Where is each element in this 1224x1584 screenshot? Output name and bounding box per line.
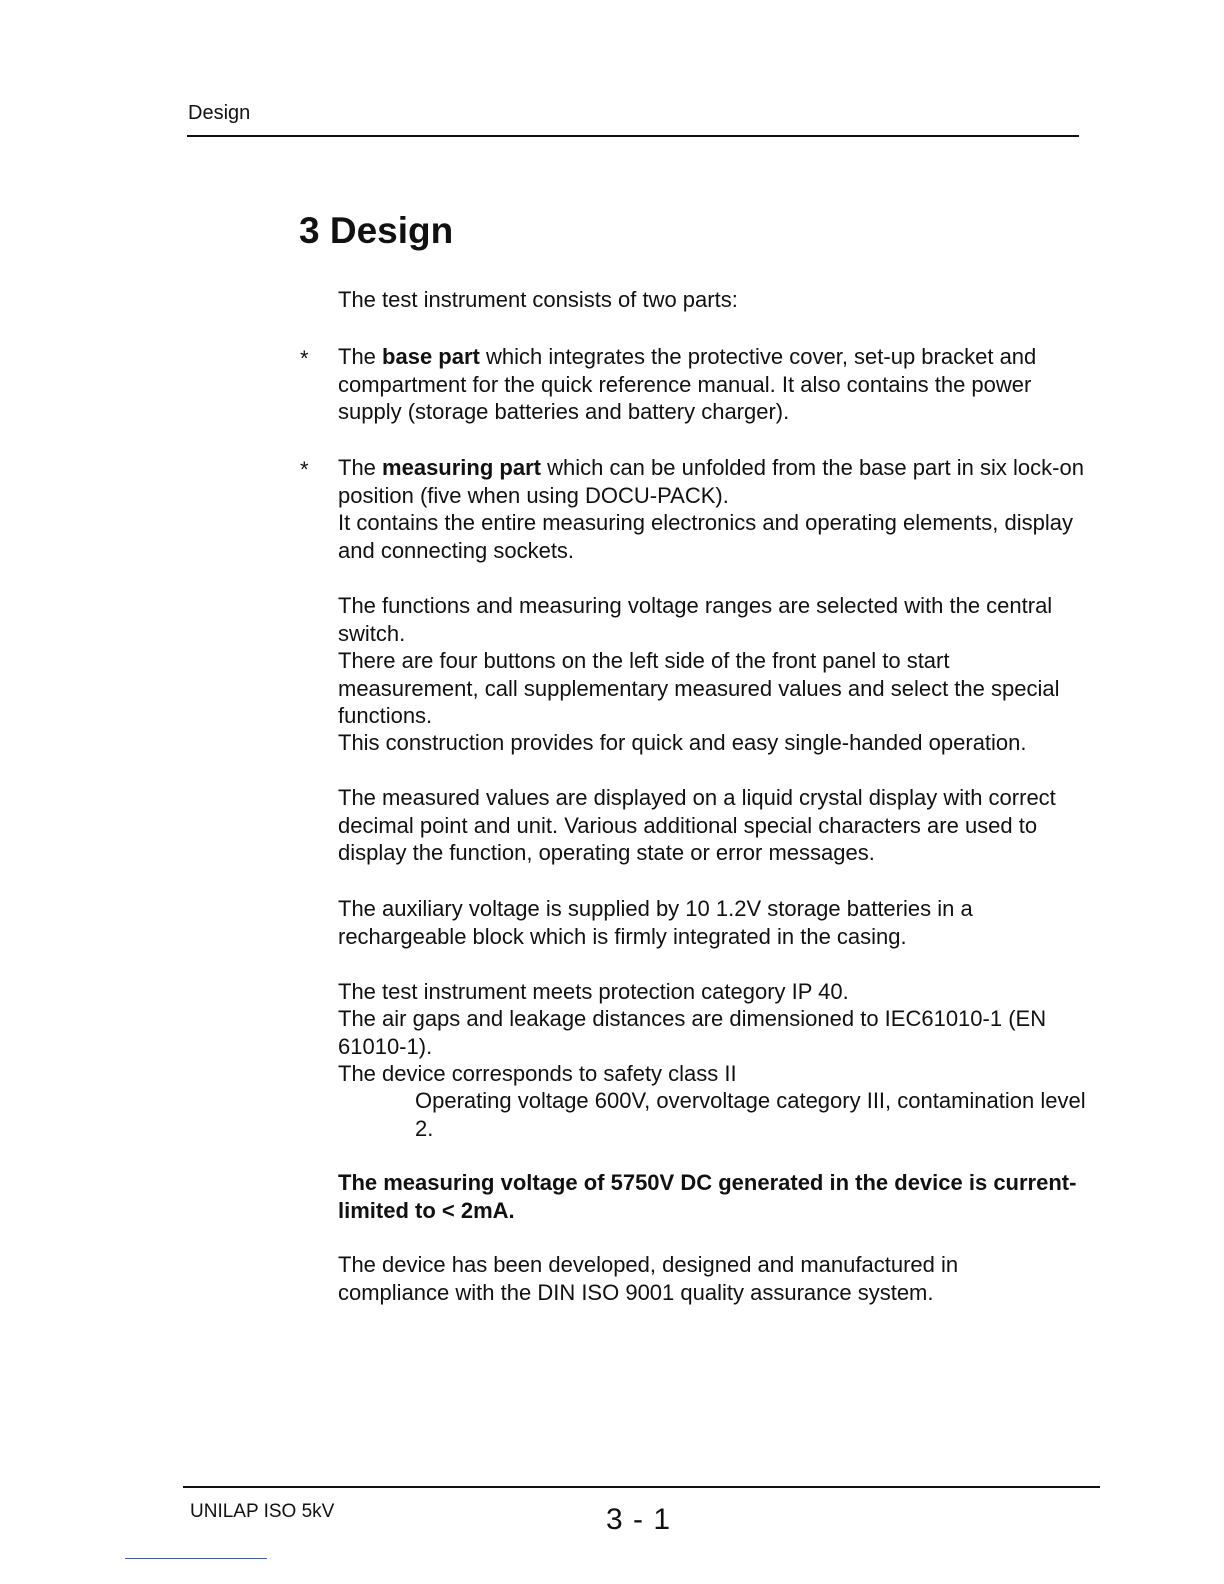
scan-artifact-line	[125, 1558, 267, 1559]
bullet-base-part: The base part which integrates the protective cover, set-up bracket and compartment for the quick reference manual. It also contains the power supply (storage batteries and battery charger).	[338, 344, 1037, 424]
bullet-marker: *	[300, 346, 309, 371]
safety-class-line: The device corresponds to safety class II	[338, 1061, 737, 1086]
intro-paragraph: The test instrument consists of two parts:	[338, 287, 738, 312]
chapter-title: 3 Design	[299, 210, 454, 251]
air-gaps-paragraph: The air gaps and leakage distances are dimensioned to IEC61010-1 (EN 61010-1).	[338, 1006, 1047, 1059]
protection-category-line: The test instrument meets protection category IP 40.	[338, 979, 849, 1004]
bullet-measuring-part: The measuring part which can be unfolded from the base part in six lock-on position (five when using DOCU-PACK).	[338, 455, 1084, 508]
operating-voltage-detail: Operating voltage 600V, overvoltage category III, contamination level 2.	[415, 1088, 1086, 1141]
footer-rule	[183, 1486, 1100, 1488]
display-paragraph: The measured values are displayed on a liquid crystal display with correct decimal point and unit. Various additional special characters are used to display the function, operating state or error messages.	[338, 785, 1056, 865]
page-number: 3 - 1	[606, 1503, 672, 1536]
bullet-measuring-part-contents: It contains the entire measuring electronics and operating elements, display and connecting sockets.	[338, 510, 1073, 563]
term-base-part: base part	[382, 344, 480, 369]
construction-paragraph: This construction provides for quick and easy single-handed operation.	[338, 730, 1027, 755]
functions-paragraph: The functions and measuring voltage ranges are selected with the central switch.	[338, 593, 1053, 646]
running-header: Design	[188, 102, 251, 124]
warning-paragraph: The measuring voltage of 5750V DC generated in the device is current-limited to < 2mA.	[338, 1170, 1077, 1223]
compliance-paragraph: The device has been developed, designed and manufactured in compliance with the DIN ISO 9001 quality assurance system.	[338, 1252, 959, 1305]
buttons-paragraph: There are four buttons on the left side of the front panel to start measurement, call supplementary measured values and select the special functions.	[338, 648, 1060, 728]
auxiliary-voltage-paragraph: The auxiliary voltage is supplied by 10 1.2V storage batteries in a rechargeable block which is firmly integrated in the casing.	[338, 896, 973, 949]
footer-product-name: UNILAP ISO 5kV	[190, 1501, 335, 1522]
header-rule	[187, 135, 1079, 137]
bullet-marker: *	[300, 457, 309, 482]
term-measuring-part: measuring part	[382, 455, 541, 480]
